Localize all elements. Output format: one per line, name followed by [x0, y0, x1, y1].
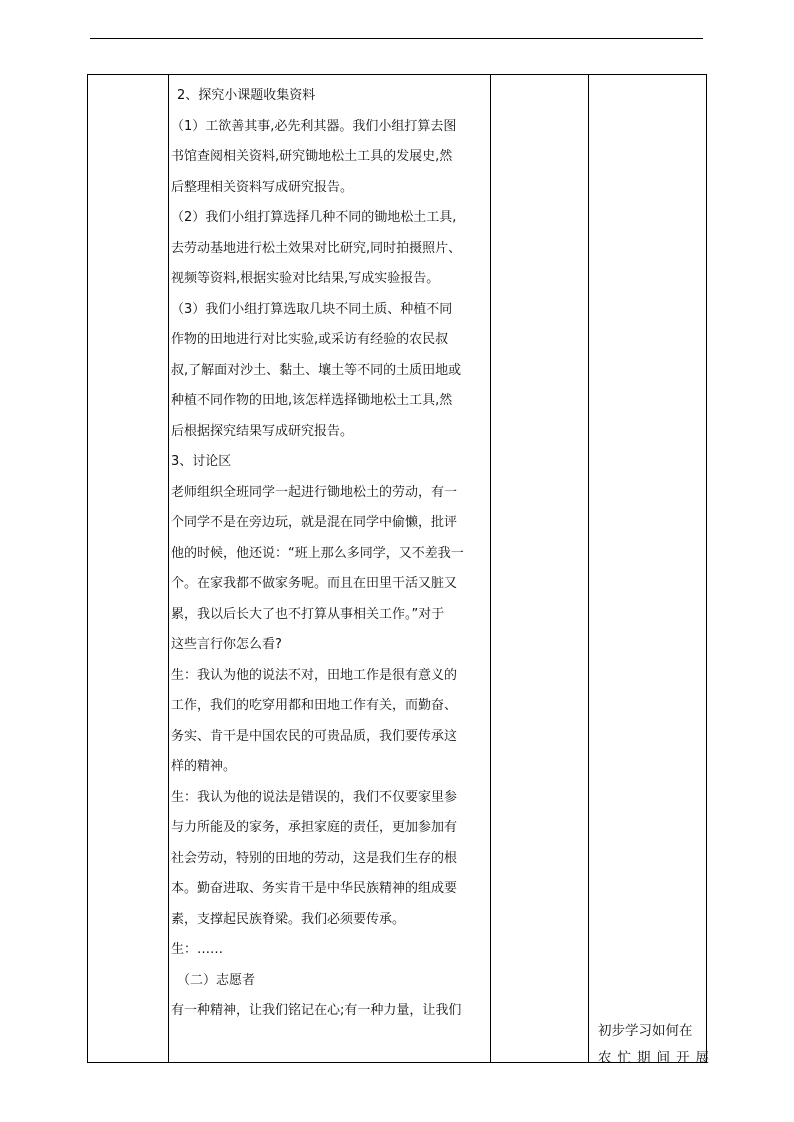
content-line: 与力所能及的家务，承担家庭的责任，更加参加有	[171, 820, 458, 835]
notes-line: 农忙期间开展	[598, 1050, 715, 1066]
content-line: 个同学不是在旁边玩，就是混在同学中偷懒，批评	[171, 515, 458, 530]
content-line: 视频等资料,根据实验对比结果,写成实验报告。	[171, 271, 440, 286]
lesson-table	[87, 74, 715, 1066]
content-line: 务实、肯干是中国农民的可贵品质，我们要传承这	[171, 728, 458, 744]
content-cell	[171, 81, 486, 1027]
content-line: （3）我们小组打算选取几块不同土质、种植不同	[171, 301, 453, 317]
content-line: 累，我以后长大了也不打算从事相关工作。”对于	[171, 606, 445, 622]
content-line: 书馆查阅相关资料,研究锄地松土工具的发展史,然	[171, 149, 453, 164]
content-line: （1）工欲善其事,必先利其器。我们小组打算去图	[171, 118, 457, 134]
content-line: 生：我认为他的说法是错误的，我们不仅要家里参	[171, 789, 458, 805]
content-line: 老师组织全班同学一起进行锄地松土的劳动，有一	[171, 484, 458, 500]
column-divider	[588, 75, 589, 1062]
column-divider	[490, 75, 491, 1062]
content-line: 样的精神。	[171, 759, 237, 774]
content-line: 他的时候，他还说：“班上那么多同学，又不差我一	[171, 545, 464, 561]
content-line: 有一种精神，让我们铭记在心;有一种力量，让我们	[171, 1003, 462, 1018]
content-line: 本。勤奋进取、务实肯干是中华民族精神的组成要	[171, 881, 458, 896]
content-line: 素，支撑起民族脊梁。我们必须要传承。	[171, 911, 406, 927]
content-line: 种植不同作物的田地,该怎样选择锄地松土工具,然	[171, 393, 453, 408]
content-line: 作物的田地进行对比实验,或采访有经验的农民叔	[171, 332, 449, 347]
content-line: 叔,了解面对沙土、黏土、壤土等不同的土质田地或	[171, 362, 462, 378]
content-line: 社会劳动，特别的田地的劳动，这是我们生存的根	[171, 850, 458, 866]
content-line: 工作，我们的吃穿用都和田地工作有关，而勤奋、	[171, 698, 458, 713]
content-line: 这些言行你怎么看?	[171, 637, 282, 652]
column-divider	[168, 75, 169, 1062]
notes-cell	[598, 1018, 715, 1072]
notes-line: 初步学习如何在	[598, 1023, 693, 1039]
content-line: 2、探究小课题收集资料	[177, 88, 316, 103]
content-line: 后根据探究结果写成研究报告。	[171, 423, 354, 439]
section-heading: 3、讨论区	[171, 454, 232, 469]
content-line: （2）我们小组打算选择几种不同的锄地松土工具,	[171, 210, 457, 225]
content-line: 后整理相关资料写成研究报告。	[171, 179, 354, 195]
content-line: 生：……	[171, 942, 224, 957]
header-rule	[90, 38, 703, 39]
content-line: 生：我认为他的说法不对，田地工作是很有意义的	[171, 667, 458, 683]
content-line: 去劳动基地进行松土效果对比研究,同时拍摄照片、	[171, 240, 462, 256]
section-heading: （二）志愿者	[177, 972, 256, 988]
content-line: 个。在家我都不做家务呢。而且在田里干活又脏又	[171, 576, 458, 591]
